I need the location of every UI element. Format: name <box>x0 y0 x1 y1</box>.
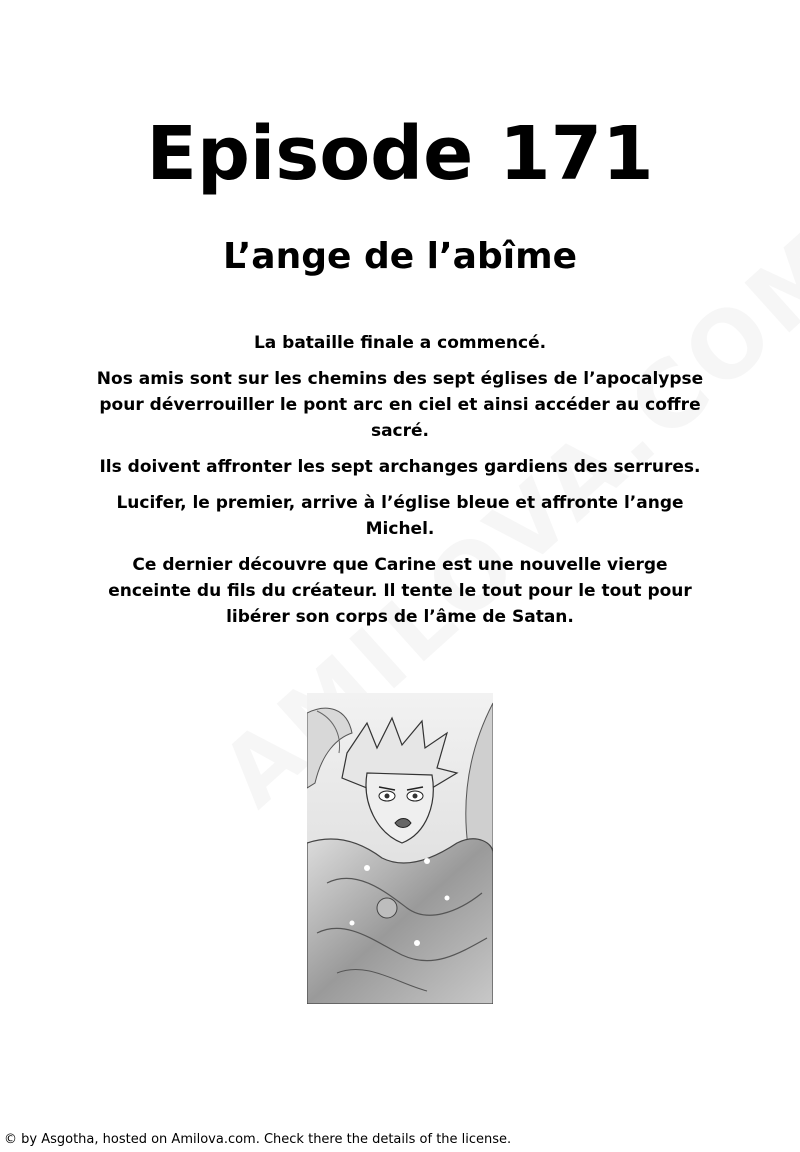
summary-paragraph: Ce dernier découvre que Carine est une nouvelle vierge enceinte du fils du créateur. Il tente le tout pour le tout pour libérer son corps de l’âme de Satan. <box>108 555 692 627</box>
summary-paragraph: La bataille finale a commencé. <box>253 333 547 353</box>
summary-paragraph: Ils doivent affronter les sept archanges gardiens des serrures. <box>99 457 701 477</box>
summary-paragraph: Nos amis sont sur les chemins des sept églises de l’apocalypse pour déverrouiller le pont arc en ciel et ainsi accéder au coffre sacré. <box>96 369 704 441</box>
summary-paragraph: Lucifer, le premier, arrive à l’église bleue et affronte l’ange Michel. <box>116 493 684 539</box>
license-footer: © by Asgotha, hosted on Amilova.com. Check there the details of the license. <box>4 1132 512 1147</box>
episode-title: Episode 171 <box>146 111 654 197</box>
manga-illustration <box>307 693 493 1004</box>
episode-subtitle: L’ange de l’abîme <box>222 236 578 277</box>
episode-summary <box>90 330 710 640</box>
